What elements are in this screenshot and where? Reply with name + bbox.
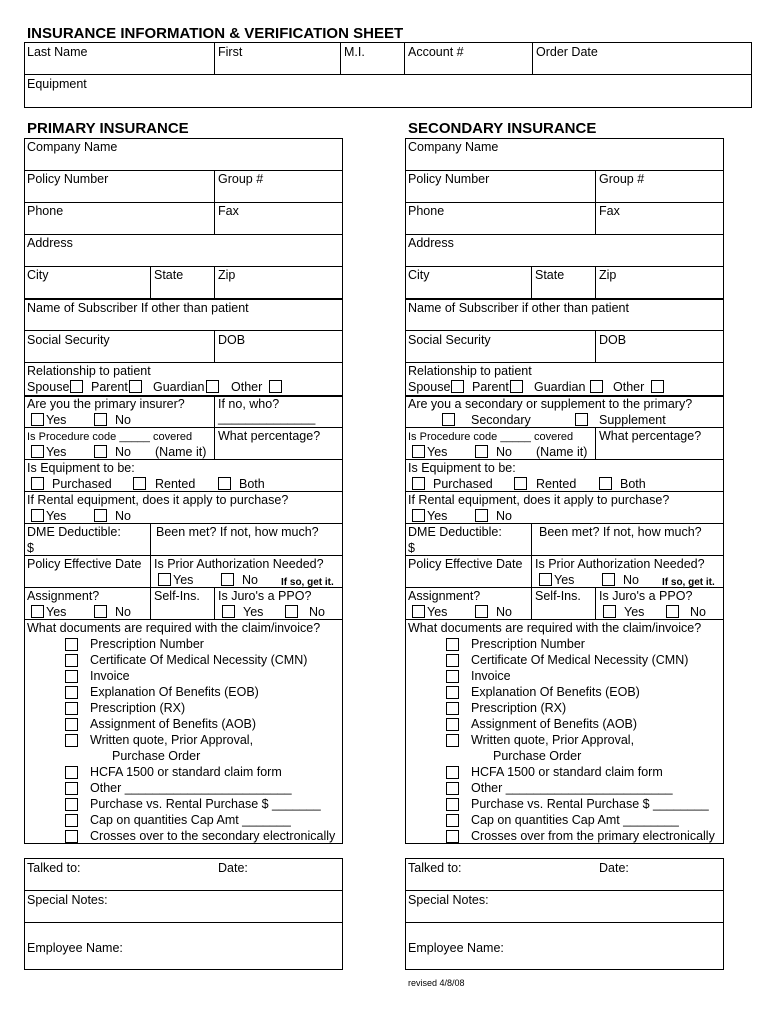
primary-doc-checkbox[interactable] bbox=[65, 830, 78, 843]
secondary-purchased-checkbox[interactable] bbox=[412, 477, 425, 490]
primary-parent-checkbox[interactable] bbox=[129, 380, 142, 393]
primary-been-met-field[interactable]: Been met? If not, how much? bbox=[156, 525, 319, 539]
primary-self-ins-field[interactable]: Self-Ins. bbox=[154, 589, 200, 603]
secondary-subscriber-field[interactable]: Name of Subscriber if other than patient bbox=[408, 301, 629, 315]
primary-doc-checkbox[interactable] bbox=[65, 686, 78, 699]
secondary-doc-label: Purchase vs. Rental Purchase $ ________ bbox=[471, 797, 709, 811]
secondary-zip-field[interactable]: Zip bbox=[599, 268, 617, 282]
primary-ppo-no-checkbox[interactable] bbox=[285, 605, 298, 618]
secondary-doc-label: Other ________________________ bbox=[471, 781, 673, 795]
secondary-dob-field[interactable]: DOB bbox=[599, 333, 627, 347]
secondary-doc-label: Assignment of Benefits (AOB) bbox=[471, 717, 638, 731]
primary-who-line[interactable]: ______________ bbox=[218, 411, 316, 425]
secondary-rental-no-checkbox[interactable] bbox=[475, 509, 488, 522]
primary-doc-label: Written quote, Prior Approval, bbox=[90, 733, 254, 747]
primary-doc-label: Purchase vs. Rental Purchase $ _______ bbox=[90, 797, 321, 811]
primary-prior-auth-no-checkbox[interactable] bbox=[221, 573, 234, 586]
secondary-doc-checkbox[interactable] bbox=[446, 782, 459, 795]
secondary-supplement-checkbox[interactable] bbox=[575, 413, 588, 426]
primary-city-field[interactable]: City bbox=[27, 268, 49, 282]
primary-policy-number-field[interactable]: Policy Number bbox=[27, 172, 109, 186]
primary-talked-to-field[interactable]: Talked to: bbox=[27, 861, 81, 875]
primary-dme-deductible-field[interactable]: DME Deductible: bbox=[27, 525, 121, 539]
order-date-field[interactable]: Order Date bbox=[536, 45, 598, 59]
secondary-self-ins-field[interactable]: Self-Ins. bbox=[535, 589, 581, 603]
secondary-doc-checkbox[interactable] bbox=[446, 670, 459, 683]
secondary-parent-checkbox[interactable] bbox=[510, 380, 523, 393]
primary-ppo-yes-checkbox[interactable] bbox=[222, 605, 235, 618]
primary-doc-label: Prescription Number bbox=[90, 637, 204, 651]
primary-doc-label: HCFA 1500 or standard claim form bbox=[90, 765, 282, 779]
primary-guardian-checkbox[interactable] bbox=[206, 380, 219, 393]
primary-address-field[interactable]: Address bbox=[27, 236, 73, 250]
secondary-ssn-field[interactable]: Social Security bbox=[408, 333, 491, 347]
secondary-doc-checkbox[interactable] bbox=[446, 798, 459, 811]
secondary-doc-checkbox[interactable] bbox=[446, 686, 459, 699]
primary-procedure-yes-checkbox[interactable] bbox=[31, 445, 44, 458]
primary-subscriber-field[interactable]: Name of Subscriber If other than patient bbox=[27, 301, 249, 315]
primary-doc-label: Crosses over to the secondary electronically bbox=[90, 829, 336, 843]
primary-fax-field[interactable]: Fax bbox=[218, 204, 239, 218]
secondary-talked-to-field[interactable]: Talked to: bbox=[408, 861, 462, 875]
secondary-rented-checkbox[interactable] bbox=[514, 477, 527, 490]
page-title: INSURANCE INFORMATION & VERIFICATION SHEET bbox=[27, 25, 404, 42]
primary-doc-checkbox[interactable] bbox=[65, 670, 78, 683]
secondary-special-notes-field[interactable]: Special Notes: bbox=[408, 893, 489, 907]
primary-assignment-yes-checkbox[interactable] bbox=[31, 605, 44, 618]
secondary-other-checkbox[interactable] bbox=[651, 380, 664, 393]
primary-relationship-label: Relationship to patient bbox=[27, 364, 151, 378]
secondary-doc-label: Crosses over from the primary electronically bbox=[471, 829, 715, 843]
primary-phone-field[interactable]: Phone bbox=[27, 204, 64, 218]
secondary-policy-number-field[interactable]: Policy Number bbox=[408, 172, 490, 186]
secondary-doc-checkbox[interactable] bbox=[446, 734, 459, 747]
secondary-doc-checkbox[interactable] bbox=[446, 654, 459, 667]
primary-percentage-field[interactable]: What percentage? bbox=[218, 429, 321, 443]
secondary-guardian-checkbox[interactable] bbox=[590, 380, 603, 393]
secondary-procedure-no-checkbox[interactable] bbox=[475, 445, 488, 458]
secondary-doc-label: Invoice bbox=[471, 669, 511, 683]
secondary-secondary-checkbox[interactable] bbox=[442, 413, 455, 426]
primary-procedure-no-checkbox[interactable] bbox=[94, 445, 107, 458]
primary-doc-checkbox[interactable] bbox=[65, 718, 78, 731]
secondary-city-field[interactable]: City bbox=[408, 268, 430, 282]
primary-prior-auth-yes-checkbox[interactable] bbox=[158, 573, 171, 586]
secondary-state-field[interactable]: State bbox=[535, 268, 565, 282]
secondary-dme-deductible-field[interactable]: DME Deductible: bbox=[408, 525, 502, 539]
primary-company-name-field[interactable]: Company Name bbox=[27, 140, 118, 154]
secondary-doc-label: Prescription Number bbox=[471, 637, 585, 651]
secondary-fax-field[interactable]: Fax bbox=[599, 204, 620, 218]
primary-assignment-no-checkbox[interactable] bbox=[94, 605, 107, 618]
secondary-phone-field[interactable]: Phone bbox=[408, 204, 445, 218]
secondary-doc-label: Certificate Of Medical Necessity (CMN) bbox=[471, 653, 689, 667]
primary-employee-name-field[interactable]: Employee Name: bbox=[27, 941, 123, 955]
primary-doc-label: Cap on quantities Cap Amt _______ bbox=[90, 813, 291, 827]
primary-rental-yes-checkbox[interactable] bbox=[31, 509, 44, 522]
secondary-group-number-field[interactable]: Group # bbox=[599, 172, 645, 186]
secondary-doc-label: Prescription (RX) bbox=[471, 701, 567, 715]
primary-group-number-field[interactable]: Group # bbox=[218, 172, 264, 186]
primary-state-field[interactable]: State bbox=[154, 268, 184, 282]
primary-doc-checkbox[interactable] bbox=[65, 654, 78, 667]
secondary-assignment-no-checkbox[interactable] bbox=[475, 605, 488, 618]
primary-doc-label: Invoice bbox=[90, 669, 130, 683]
secondary-effective-date-field[interactable]: Policy Effective Date bbox=[408, 557, 523, 571]
secondary-doc-checkbox[interactable] bbox=[446, 718, 459, 731]
revision-note: revised 4/8/08 bbox=[408, 978, 465, 988]
primary-both-checkbox[interactable] bbox=[218, 477, 231, 490]
primary-effective-date-field[interactable]: Policy Effective Date bbox=[27, 557, 142, 571]
primary-doc-checkbox[interactable] bbox=[65, 766, 78, 779]
secondary-employee-name-field[interactable]: Employee Name: bbox=[408, 941, 504, 955]
secondary-ppo-no-checkbox[interactable] bbox=[666, 605, 679, 618]
patient-header-box bbox=[24, 42, 752, 108]
first-name-field[interactable]: First bbox=[218, 45, 243, 59]
primary-spouse-checkbox[interactable] bbox=[70, 380, 83, 393]
primary-rented-checkbox[interactable] bbox=[133, 477, 146, 490]
secondary-insurance-heading: SECONDARY INSURANCE bbox=[408, 120, 597, 137]
equipment-field[interactable]: Equipment bbox=[27, 77, 87, 91]
secondary-both-checkbox[interactable] bbox=[599, 477, 612, 490]
primary-purchased-checkbox[interactable] bbox=[31, 477, 44, 490]
secondary-assignment-yes-checkbox[interactable] bbox=[412, 605, 425, 618]
primary-insurance-heading: PRIMARY INSURANCE bbox=[27, 120, 189, 137]
middle-initial-field[interactable]: M.I. bbox=[344, 45, 365, 59]
primary-special-notes-field[interactable]: Special Notes: bbox=[27, 893, 108, 907]
secondary-ppo-yes-checkbox[interactable] bbox=[603, 605, 616, 618]
primary-doc-label: Prescription (RX) bbox=[90, 701, 186, 715]
secondary-company-name-field[interactable]: Company Name bbox=[408, 140, 499, 154]
primary-insurer-yes-checkbox[interactable] bbox=[31, 413, 44, 426]
primary-doc-checkbox[interactable] bbox=[65, 734, 78, 747]
primary-doc-checkbox[interactable] bbox=[65, 814, 78, 827]
secondary-prior-auth-no-checkbox[interactable] bbox=[602, 573, 615, 586]
secondary-doc-label: HCFA 1500 or standard claim form bbox=[471, 765, 663, 779]
secondary-doc-checkbox[interactable] bbox=[446, 766, 459, 779]
primary-doc-label: Other ________________________ bbox=[90, 781, 292, 795]
primary-zip-field[interactable]: Zip bbox=[218, 268, 236, 282]
secondary-doc-checkbox[interactable] bbox=[446, 830, 459, 843]
account-number-field[interactable]: Account # bbox=[408, 45, 464, 59]
primary-ssn-field[interactable]: Social Security bbox=[27, 333, 110, 347]
secondary-doc-label: Cap on quantities Cap Amt ________ bbox=[471, 813, 679, 827]
secondary-procedure-yes-checkbox[interactable] bbox=[412, 445, 425, 458]
primary-doc-checkbox[interactable] bbox=[65, 798, 78, 811]
secondary-spouse-checkbox[interactable] bbox=[451, 380, 464, 393]
secondary-rental-yes-checkbox[interactable] bbox=[412, 509, 425, 522]
primary-doc-checkbox[interactable] bbox=[65, 638, 78, 651]
secondary-percentage-field[interactable]: What percentage? bbox=[599, 429, 702, 443]
secondary-doc-label: Written quote, Prior Approval, bbox=[471, 733, 635, 747]
secondary-doc-label: Explanation Of Benefits (EOB) bbox=[471, 685, 640, 699]
primary-dob-field[interactable]: DOB bbox=[218, 333, 246, 347]
secondary-relationship-label: Relationship to patient bbox=[408, 364, 532, 378]
primary-insurer-no-checkbox[interactable] bbox=[94, 413, 107, 426]
primary-doc-label: Explanation Of Benefits (EOB) bbox=[90, 685, 259, 699]
primary-date-field[interactable]: Date: bbox=[218, 861, 248, 875]
secondary-doc-checkbox[interactable] bbox=[446, 814, 459, 827]
secondary-doc-checkbox[interactable] bbox=[446, 638, 459, 651]
primary-doc-checkbox[interactable] bbox=[65, 782, 78, 795]
secondary-date-field[interactable]: Date: bbox=[599, 861, 629, 875]
primary-rental-no-checkbox[interactable] bbox=[94, 509, 107, 522]
secondary-address-field[interactable]: Address bbox=[408, 236, 454, 250]
primary-doc-checkbox[interactable] bbox=[65, 702, 78, 715]
primary-other-checkbox[interactable] bbox=[269, 380, 282, 393]
last-name-field[interactable]: Last Name bbox=[27, 45, 88, 59]
secondary-prior-auth-yes-checkbox[interactable] bbox=[539, 573, 552, 586]
primary-doc-label: Certificate Of Medical Necessity (CMN) bbox=[90, 653, 308, 667]
secondary-been-met-field[interactable]: Been met? If not, how much? bbox=[539, 525, 702, 539]
secondary-doc-checkbox[interactable] bbox=[446, 702, 459, 715]
primary-doc-label: Assignment of Benefits (AOB) bbox=[90, 717, 257, 731]
